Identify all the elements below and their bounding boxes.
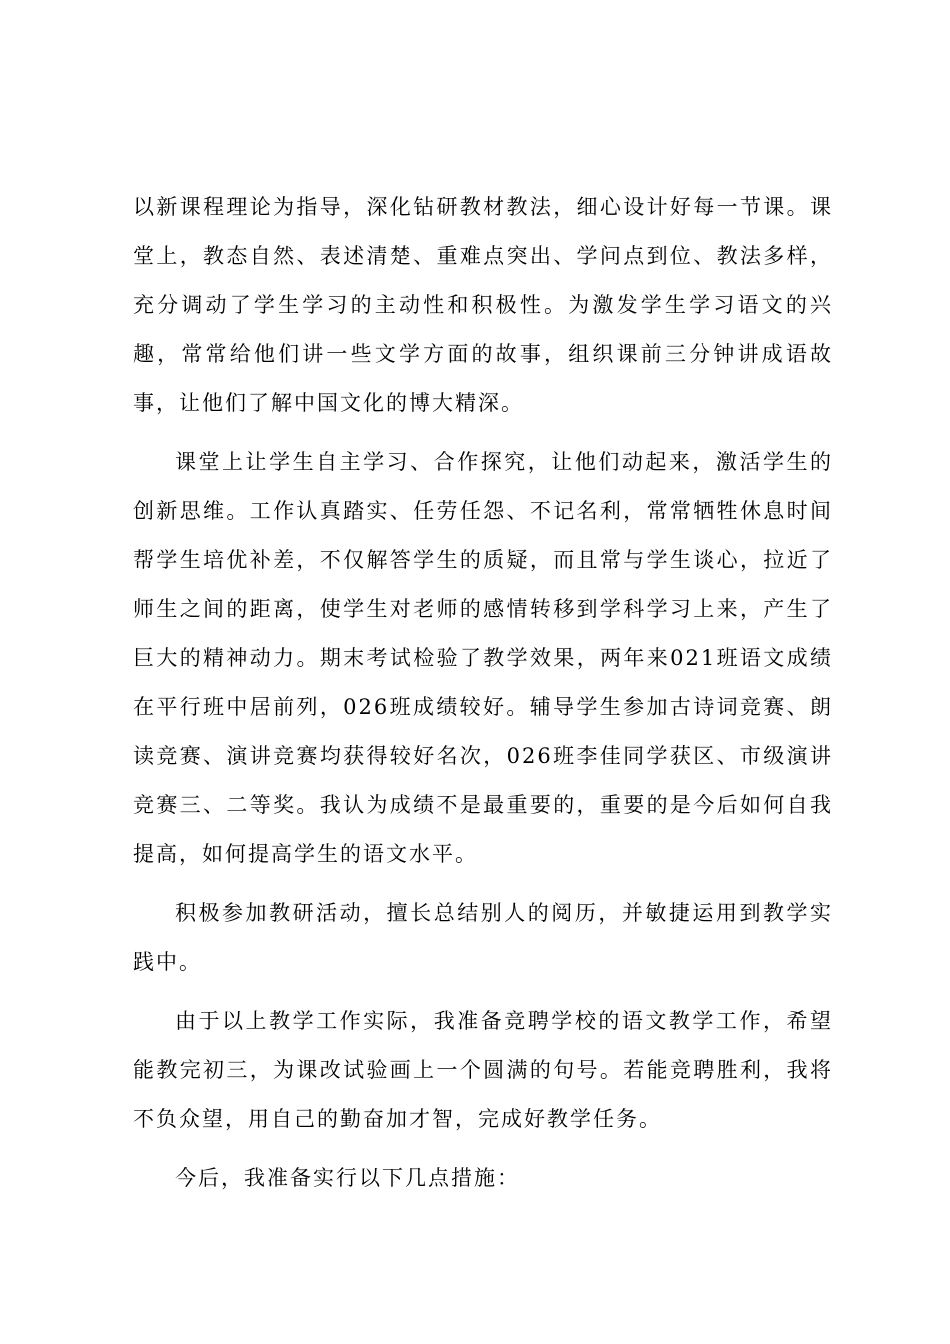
paragraph-measures-intro: 今后，我准备实行以下几点措施：	[175, 1166, 520, 1190]
document-body	[133, 183, 833, 1213]
paragraph-research-activities: 积极参加教研活动，擅长总结别人的阅历，并敏捷运用到教学实践中。	[133, 901, 833, 974]
paragraph-teaching-design: 以新课程理论为指导，深化钻研教材教法，细心设计好每一节课。课堂上，教态自然、表述清楚、重难点突出、学问点到位、教法多样，充分调动了学生学习的主动性和积极性。为激发学生学习语文的兴趣，常常给他们讲一些文学方面的故事，组织课前三分钟讲成语故事，让他们了解中国文化的博大精深。	[133, 195, 833, 415]
paragraph-application: 由于以上教学工作实际，我准备竞聘学校的语文教学工作，希望能教完初三，为课改试验画上一个圆满的句号。若能竞聘胜利，我将不负众望，用自己的勤奋加才智，完成好教学任务。	[133, 1009, 833, 1131]
paragraph-classroom-results: 课堂上让学生自主学习、合作探究，让他们动起来，激活学生的创新思维。工作认真踏实、任劳任怨、不记名利，常常牺牲休息时间帮学生培优补差，不仅解答学生的质疑，而且常与学生谈心，拉近了师生之间的距离，使学生对老师的感情转移到学科学习上来，产生了巨大的精神动力。期末考试检验了教学效果，两年来021班语文成绩在平行班中居前列，026班成绩较好。辅导学生参加古诗词竞赛、朗读竞赛、演讲竞赛均获得较好名次，026班李佳同学获区、市级演讲竞赛三、二等奖。我认为成绩不是最重要的，重要的是今后如何自我提高，如何提高学生的语文水平。	[133, 450, 833, 866]
